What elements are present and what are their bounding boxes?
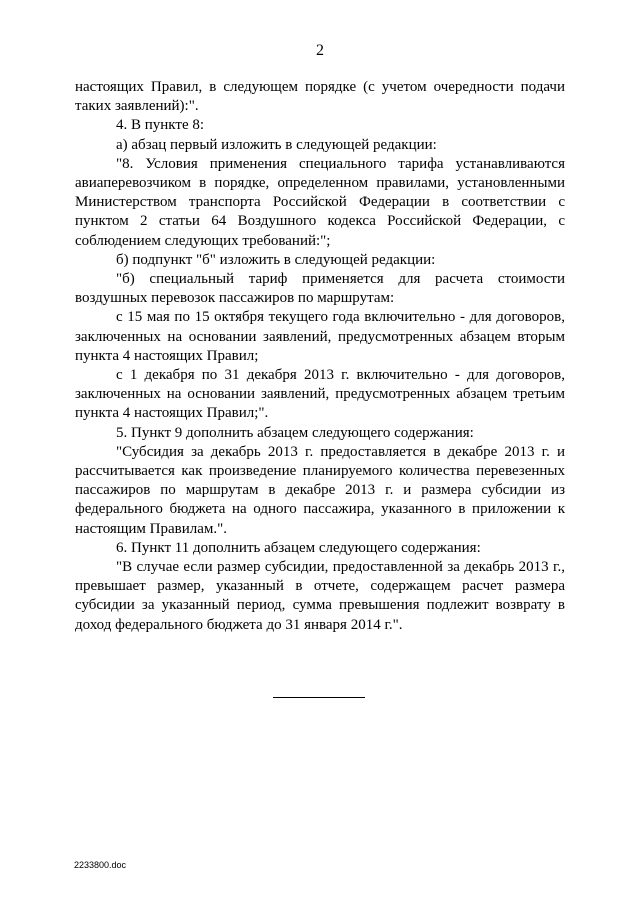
- document-body: [75, 78, 565, 635]
- paragraph: 5. Пункт 9 дополнить абзацем следующего содержания:: [116, 424, 474, 441]
- page-number: 2: [316, 42, 324, 59]
- end-separator-line: [273, 697, 365, 698]
- paragraph: настоящих Правил, в следующем порядке (с учетом очередности подачи таких заявлений):".: [75, 79, 565, 115]
- paragraph: 4. В пункте 8:: [116, 117, 205, 134]
- paragraph: "8. Условия применения специального тарифа устанавливаются авиаперевозчиком в порядке, определенном правилами, установленными Министерством транспорта Российской Федерации в соответствии с пунктом 2 статьи 64 Воздушного кодекса Российской Федерации, с соблюдением следующих требований:";: [75, 155, 565, 249]
- paragraph: а) абзац первый изложить в следующей редакции:: [116, 136, 437, 153]
- paragraph: "б) специальный тариф применяется для расчета стоимости воздушных перевозок пассажиров по маршрутам:: [75, 271, 565, 307]
- paragraph: "Субсидия за декабрь 2013 г. предоставляется в декабре 2013 г. и рассчитывается как произведение планируемого количества перевезенных пассажиров по маршрутам в декабре 2013 г. и размера субсидии из федерального бюджета на одного пассажира, указанного в приложении к настоящим Правилам.".: [75, 443, 565, 537]
- paragraph: с 15 мая по 15 октября текущего года включительно - для договоров, заключенных на основании заявлений, предусмотренных абзацем вторым пункта 4 настоящих Правил;: [75, 309, 565, 364]
- paragraph: "В случае если размер субсидии, предоставленной за декабрь 2013 г., превышает размер, указанный в отчете, содержащем расчет размера субсидии за указанный период, сумма превышения подлежит возврату в доход федерального бюджета до 31 января 2014 г.".: [75, 559, 565, 633]
- document-file-code: 2233800.doc: [74, 860, 127, 870]
- paragraph: с 1 декабря по 31 декабря 2013 г. включительно - для договоров, заключенных на основании заявлений, предусмотренных абзацем третьим пункта 4 настоящих Правил;".: [75, 367, 565, 422]
- paragraph: б) подпункт "б" изложить в следующей редакции:: [116, 251, 436, 268]
- paragraph: 6. Пункт 11 дополнить абзацем следующего содержания:: [116, 539, 481, 556]
